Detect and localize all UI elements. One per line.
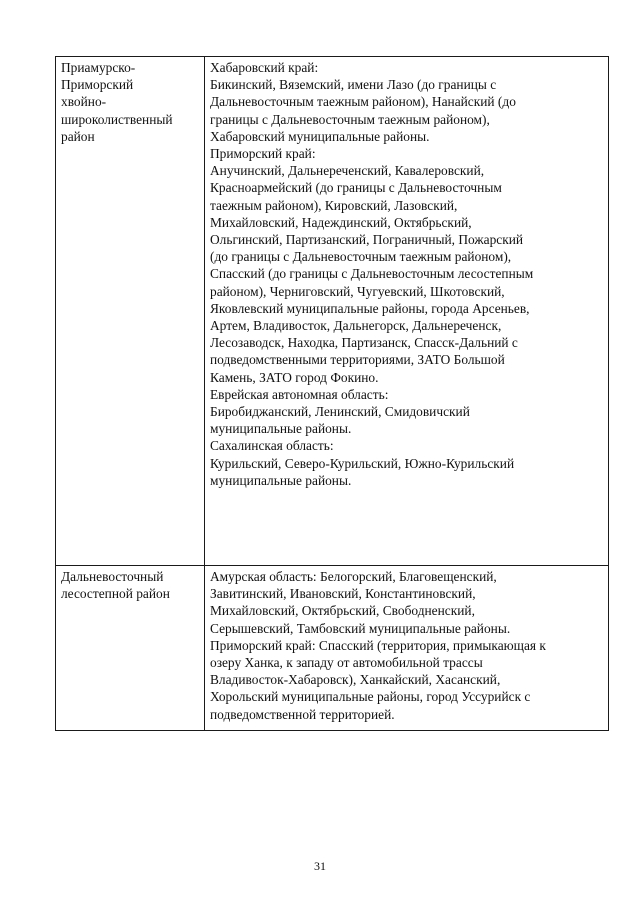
territory-line: Завитинский, Ивановский, Константиновский,: [210, 586, 476, 602]
territory-line: Серышевский, Тамбовский муниципальные районы.: [210, 620, 511, 636]
region-name-cell: [56, 566, 205, 731]
region-name-line: район: [61, 128, 95, 144]
table-row: [56, 57, 609, 566]
territory-line: Бикинский, Вяземский, имени Лазо (до границы с: [210, 77, 497, 93]
territory-line: Дальневосточным таежным районом), Нанайский (до: [210, 94, 516, 110]
territory-line: Камень, ЗАТО город Фокино.: [210, 369, 379, 385]
territory-line: подведомственной территорией.: [210, 706, 395, 722]
territory-line: Михайловский, Надеждинский, Октябрьский,: [210, 214, 472, 230]
territory-line: таежным районом), Кировский, Лазовский,: [210, 197, 458, 213]
territories-cell: [205, 566, 609, 731]
territory-line: Хорольский муниципальные районы, город Уссурийск с: [210, 689, 531, 705]
region-name-line: лесостепной район: [61, 586, 170, 602]
territory-line: Биробиджанский, Ленинский, Смидовичский: [210, 404, 470, 420]
territory-line: Хабаровский край:: [210, 60, 319, 75]
region-name-line: хвойно-: [61, 94, 107, 110]
territory-line: (до границы с Дальневосточным таежным районом),: [210, 249, 512, 265]
region-name-line: Дальневосточный: [61, 569, 164, 584]
territory-line: Ольгинский, Партизанский, Пограничный, Пожарский: [210, 232, 524, 248]
region-name-line: Приамурско-: [61, 60, 136, 75]
territory-line: Амурская область: Белогорский, Благовещенский,: [210, 569, 497, 584]
territory-line: Владивосток-Хабаровск), Ханкайский, Хасанский,: [210, 672, 501, 688]
territory-line: озеру Ханка, к западу от автомобильной трассы: [210, 655, 483, 671]
territory-line: районом), Черниговский, Чугуевский, Шкотовский,: [210, 283, 505, 299]
territory-line: Красноармейский (до границы с Дальневосточным: [210, 180, 502, 196]
territory-line: Артем, Владивосток, Дальнегорск, Дальнереченск,: [210, 318, 502, 334]
territory-line: Хабаровский муниципальные районы.: [210, 128, 430, 144]
territory-line: Сахалинская область:: [210, 438, 334, 454]
territory-line: Курильский, Северо-Курильский, Южно-Курильский: [210, 455, 515, 471]
territory-line: муниципальные районы.: [210, 421, 352, 437]
territory-line: подведомственными территориями, ЗАТО Большой: [210, 352, 505, 368]
regions-table: [55, 56, 609, 731]
territories-cell: [205, 57, 609, 566]
region-name-line: Приморский: [61, 77, 134, 93]
territory-line: Приморский край:: [210, 146, 316, 162]
region-name-line: широколиственный: [61, 111, 173, 127]
table-row: [56, 566, 609, 731]
territory-line: Еврейская автономная область:: [210, 386, 389, 402]
territory-line: муниципальные районы.: [210, 472, 352, 488]
territory-line: Михайловский, Октябрьский, Свободненский,: [210, 603, 475, 619]
territory-line: границы с Дальневосточным таежным районом),: [210, 111, 490, 127]
territory-line: Лесозаводск, Находка, Партизанск, Спасск-Дальний с: [210, 335, 518, 351]
region-name-cell: [56, 57, 205, 566]
territory-line: Приморский край: Спасский (территория, примыкающая к: [210, 637, 546, 653]
territory-line: Яковлевский муниципальные районы, города Арсеньев,: [210, 300, 530, 316]
page-number: 31: [314, 859, 326, 873]
territory-line: Спасский (до границы с Дальневосточным лесостепным: [210, 266, 534, 282]
territory-line: Анучинский, Дальнереченский, Кавалеровский,: [210, 163, 485, 179]
